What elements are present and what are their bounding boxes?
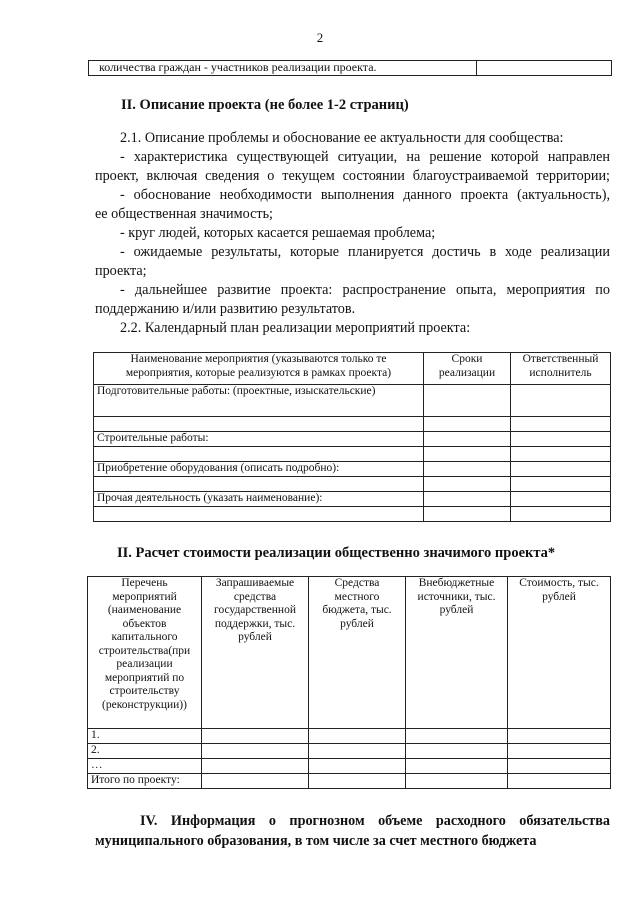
cost-cell[interactable] [508, 774, 611, 789]
bullet-results-line1: - ожидаемые результаты, которые планируется достичь в ходе реализации [120, 244, 610, 260]
plan-cell[interactable] [424, 492, 511, 507]
plan-row-label: Приобретение оборудования (описать подробно): [94, 462, 424, 477]
plan-cell[interactable] [511, 417, 611, 432]
plan-row-label [94, 417, 424, 432]
plan-cell[interactable] [511, 492, 611, 507]
cost-cell[interactable] [202, 759, 309, 774]
plan-row-label: Строительные работы: [94, 432, 424, 447]
section-2-heading: II. Описание проекта (не более 1-2 страниц) [121, 97, 409, 113]
plan-cell[interactable] [511, 507, 611, 522]
paragraph-2-2: 2.2. Календарный план реализации мероприятий проекта: [120, 320, 471, 336]
cost-cell[interactable] [309, 729, 406, 744]
cost-row-label: 1. [88, 729, 202, 744]
table-row [88, 759, 611, 774]
cost-header-total: Стоимость, тыс. рублей [508, 577, 611, 729]
table-row [94, 477, 611, 492]
plan-cell[interactable] [424, 432, 511, 447]
plan-cell[interactable] [424, 385, 511, 417]
table-row [88, 729, 611, 744]
plan-row-label: Прочая деятельность (указать наименование): [94, 492, 424, 507]
section-3-heading: II. Расчет стоимости реализации общественно значимого проекта* [117, 545, 556, 561]
top-row-text: количества граждан - участников реализации проекта. [89, 61, 477, 76]
cost-cell[interactable] [309, 759, 406, 774]
bullet-relevance-line2: ее общественная значимость; [95, 206, 273, 222]
plan-cell[interactable] [424, 507, 511, 522]
plan-header-deadline: Сроки реализации [424, 353, 511, 385]
bullet-people: - круг людей, которых касается решаемая проблема; [120, 225, 436, 241]
cost-cell[interactable] [406, 774, 508, 789]
plan-row-label [94, 447, 424, 462]
cost-header-activities: Перечень мероприятий (наименование объектов капитального строительства(при реализации мероприятий по строительству (реконструкции)) [88, 577, 202, 729]
plan-cell[interactable] [511, 385, 611, 417]
plan-header-activity: Наименование мероприятия (указываются только те мероприятия, которые реализуются в рамках проекта) [94, 353, 424, 385]
page-number: 2 [316, 30, 324, 45]
section-4-heading-line1: IV. Информация о прогнозном объеме расходного обязательства [140, 813, 610, 829]
bullet-development-line2: поддержанию и/или развитию результатов. [95, 301, 356, 317]
bullet-relevance-line1: - обоснование необходимости выполнения данного проекта (актуальность), [120, 187, 610, 203]
table-row [94, 432, 611, 447]
plan-row-label [94, 507, 424, 522]
cost-cell[interactable] [309, 744, 406, 759]
cost-cell[interactable] [508, 744, 611, 759]
section-4-heading-line2: муниципального образования, в том числе за счет местного бюджета [95, 833, 537, 849]
top-row-table [88, 60, 612, 76]
cost-row-label: 2. [88, 744, 202, 759]
cost-header-extrabudgetary: Внебюджетные источники, тыс. рублей [406, 577, 508, 729]
table-row [94, 507, 611, 522]
table-row [94, 447, 611, 462]
plan-row-label [94, 477, 424, 492]
bullet-development-line1: - дальнейшее развитие проекта: распространение опыта, мероприятия по [120, 282, 610, 298]
cost-cell[interactable] [508, 729, 611, 744]
cost-row-label: Итого по проекту: [88, 774, 202, 789]
top-row-value[interactable] [477, 61, 612, 76]
plan-cell[interactable] [424, 447, 511, 462]
plan-cell[interactable] [511, 447, 611, 462]
bullet-situation-line1: - характеристика существующей ситуации, на решение которой направлен [120, 149, 610, 165]
calendar-plan-table [93, 352, 611, 522]
table-row [94, 492, 611, 507]
plan-cell[interactable] [424, 477, 511, 492]
bullet-situation-line2: проект, включая сведения о текущем состоянии благоустраиваемой территории; [95, 168, 610, 184]
plan-row-label: Подготовительные работы: (проектные, изыскательские) [94, 385, 424, 417]
cost-cell[interactable] [202, 744, 309, 759]
plan-cell[interactable] [511, 462, 611, 477]
cost-header-state-support: Запрашиваемые средства государственной поддержки, тыс. рублей [202, 577, 309, 729]
table-row [88, 774, 611, 789]
table-row [88, 744, 611, 759]
cost-row-label: … [88, 759, 202, 774]
cost-cell[interactable] [202, 774, 309, 789]
paragraph-2-1: 2.1. Описание проблемы и обоснование ее актуальности для сообщества: [120, 130, 564, 146]
plan-cell[interactable] [511, 477, 611, 492]
table-row [94, 462, 611, 477]
cost-cell[interactable] [309, 774, 406, 789]
cost-header-local-budget: Средства местного бюджета, тыс. рублей [309, 577, 406, 729]
plan-header-responsible: Ответственный исполнитель [511, 353, 611, 385]
cost-cell[interactable] [406, 744, 508, 759]
table-row [94, 417, 611, 432]
cost-cell[interactable] [508, 759, 611, 774]
cost-cell[interactable] [406, 729, 508, 744]
cost-cell[interactable] [202, 729, 309, 744]
bullet-results-line2: проекта; [95, 263, 147, 279]
plan-cell[interactable] [424, 462, 511, 477]
cost-cell[interactable] [406, 759, 508, 774]
table-row [94, 385, 611, 417]
plan-cell[interactable] [511, 432, 611, 447]
plan-cell[interactable] [424, 417, 511, 432]
cost-table [87, 576, 611, 789]
